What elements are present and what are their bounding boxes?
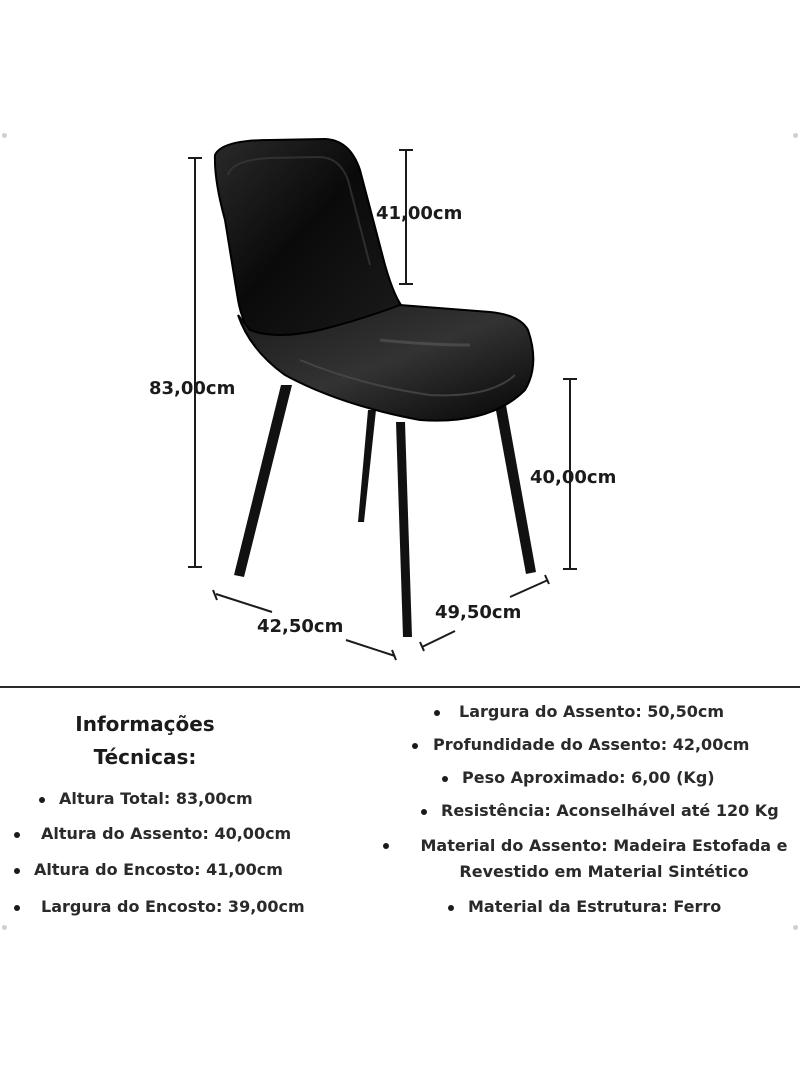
bullet (14, 832, 20, 838)
edge-dot (2, 925, 7, 930)
spec-text: Altura Total: 83,00cm (59, 789, 253, 808)
chair-legs (234, 385, 536, 637)
bullet (39, 797, 45, 803)
bullet (412, 743, 418, 749)
spec-text: Material do Assento: Madeira Estofada e (420, 836, 788, 855)
bullet (421, 809, 427, 815)
spec-item (442, 768, 715, 787)
spec-item (14, 860, 283, 879)
bullet (448, 905, 454, 911)
seat-height-label: 40,00cm (530, 467, 617, 488)
edge-dot (793, 925, 798, 930)
spec-item (14, 824, 291, 843)
section-divider (0, 686, 800, 688)
edge-dot (2, 133, 7, 138)
depth-label: 49,50cm (435, 602, 522, 623)
spec-text: Revestido em Material Sintético (459, 862, 749, 881)
info-title-line1: Informações (75, 712, 215, 736)
spec-item (412, 735, 749, 754)
spec-text: Peso Aproximado: 6,00 (Kg) (462, 768, 715, 787)
bullet (442, 776, 448, 782)
width-label: 42,50cm (257, 616, 344, 637)
spec-text: Altura do Encosto: 41,00cm (34, 860, 283, 879)
spec-item (421, 801, 779, 820)
bullet (434, 710, 440, 716)
spec-item (39, 789, 253, 808)
bullet (14, 868, 20, 874)
spec-text: Largura do Assento: 50,50cm (459, 702, 725, 721)
spec-item (14, 897, 305, 916)
spec-item (448, 897, 721, 916)
info-title (60, 708, 230, 774)
bullet (383, 843, 389, 849)
bullet (14, 905, 20, 911)
spec-text: Material da Estrutura: Ferro (468, 897, 722, 916)
spec-text: Largura do Encosto: 39,00cm (41, 897, 305, 916)
spec-text: Profundidade do Assento: 42,00cm (433, 735, 750, 754)
total-height-label: 83,00cm (149, 378, 236, 399)
edge-dot (793, 133, 798, 138)
info-title-line2: Técnicas: (93, 745, 197, 769)
backrest-height-label: 41,00cm (376, 203, 463, 224)
spec-item (434, 702, 724, 721)
spec-text: Altura do Assento: 40,00cm (41, 824, 292, 843)
spec-text-multiline (410, 833, 798, 885)
spec-text: Resistência: Aconselhável até 120 Kg (441, 801, 779, 820)
